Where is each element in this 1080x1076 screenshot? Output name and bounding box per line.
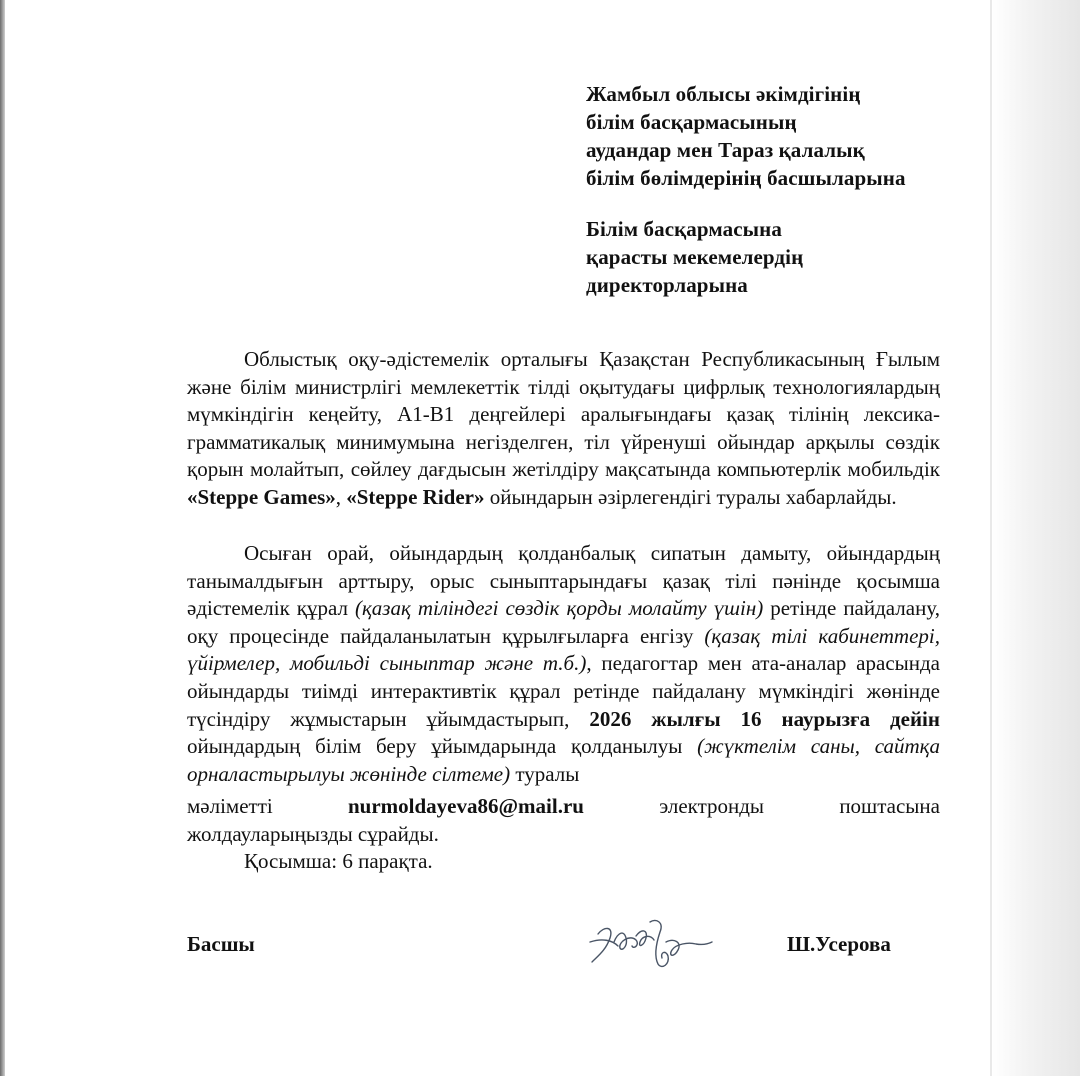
paragraph-text: , [335,484,347,509]
closing-line: жолдауларыңызды сұрайды. [187,822,439,846]
email-line [187,792,940,820]
game-title: «Steppe Games» [187,484,336,509]
addressee-block-directors [586,215,803,299]
addressee-line: Білім басқармасына [586,217,782,241]
paragraph-text: Облыстық оқу-әдістемелік орталығы Қазақстан Республикасының Ғылым және білім министрлігі мемлекеттік тілді оқытудағы цифрлық технологиялардың мүмкіндігін кеңейту, А1-В1 деңгейлері аралығындағы қазақ тілінің лексика-грамматикалық минимумына негізделген, тіл үйренуші ойындар арқылы сөздік қорын молайтып, сөйлеу дағдысын жетілдіру мақсатында компьютерлік мобильдік [187,347,940,482]
letter-body-paragraph-2 [187,540,940,788]
italic-note: (жүктелім саны, сайтқа орналастырылуы жөнінде сілтеме) [187,734,940,786]
addressee-line: аудандар мен Тараз қалалық [586,138,865,162]
signer-name: Ш.Усерова [787,932,891,956]
paragraph-text: ойындарын әзірлегендігі туралы хабарлайды. [484,484,897,509]
signer-title: Басшы [187,932,255,956]
paragraph [187,540,940,788]
handwritten-signature [584,912,714,974]
paragraph [187,346,940,512]
italic-note: (қазақ тіліндегі сөздік қорды молайту үшін) [354,596,764,621]
addressee-line: білім басқармасының [586,110,797,134]
addressee-line: Жамбыл облысы әкімдігінің [586,82,861,106]
deadline-text: 2026 жылғы 16 наурызға дейін [589,706,940,731]
attachment-note: Қосымша: 6 парақта. [244,849,433,873]
paragraph-text: ойындардың білім беру ұйымдарында қолданылуы [187,734,698,759]
paragraph-text: Осыған орай, ойындардың қолданбалық сипатын дамыту, ойындардың танымалдығын арттыру, орыс сыныптарындағы қазақ тілі пәнінде қосымша әдістемелік құрал [187,541,940,621]
email-address: nurmoldayeva86@mail.ru [348,794,584,818]
email-line-word: мәліметті [187,794,273,818]
addressee-block-heads [586,80,906,192]
paragraph-text: туралы [510,761,580,786]
game-title: «Steppe Rider» [346,484,485,509]
left-frame-edge [0,0,5,1076]
italic-note: (қазақ тілі кабинеттері, үйірмелер, мобильді сыныптар және т.б.) [187,623,940,676]
letter-body-paragraph-1 [187,346,940,512]
addressee-line: қарасты мекемелердің [586,245,804,269]
email-line-word: поштасына [839,794,940,818]
paragraph-text: ретінде пайдалану, оқу процесінде пайдаланылатын құрылғыларға енгізу [187,596,940,648]
paragraph-text: , педагогтар мен ата-аналар арасында ойындарды тиімді интерактивтік құрал ретінде пайдалану мүмкіндігі жөнінде түсіндіру жұмыстарын ұйымдастырып, [187,651,940,731]
addressee-line: директорларына [586,273,748,297]
addressee-line: білім бөлімдерінің басшыларына [586,166,906,190]
email-line-word: электронды [659,794,765,818]
right-margin-shadow [992,0,1080,1076]
